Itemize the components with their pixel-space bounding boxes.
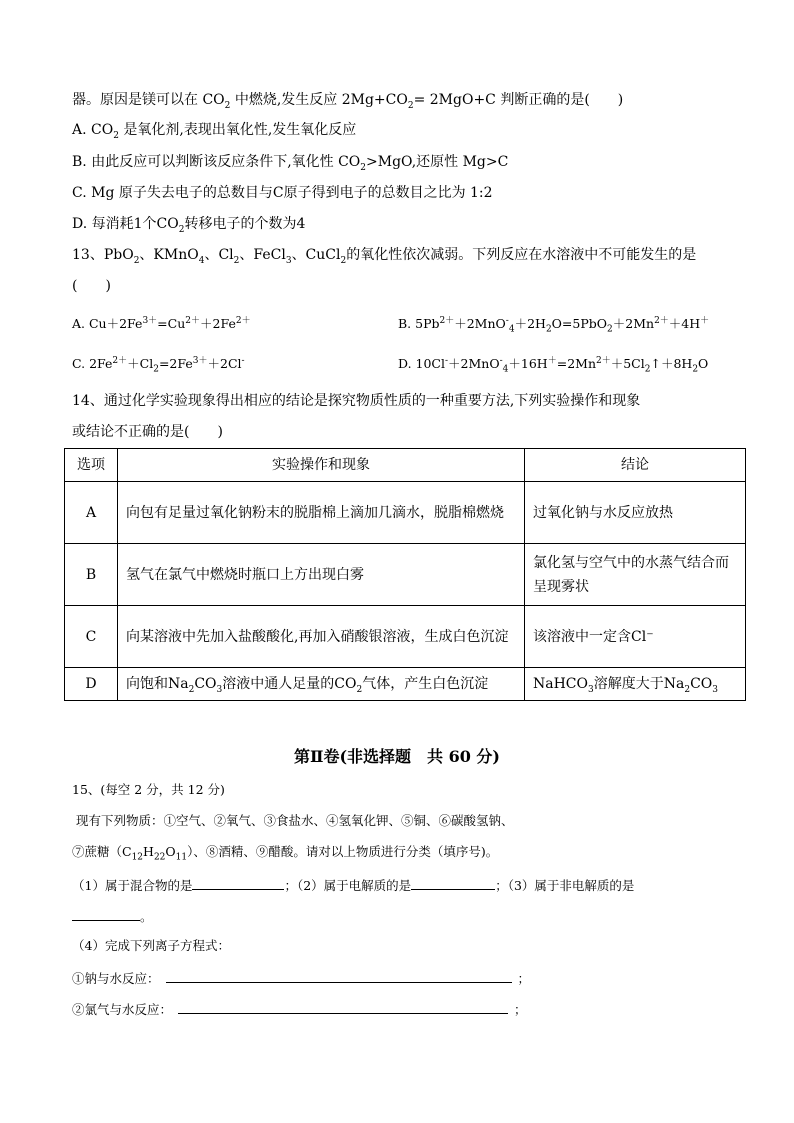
table-header-row bbox=[65, 449, 746, 482]
q13-option-c: C. $2Fe^{2+}+Cl_2=2Fe^{3+}+2Cl^-$ bbox=[72, 355, 245, 375]
answer-blank-eq2[interactable] bbox=[178, 998, 508, 1014]
row-operation: 向某溶液中先加入盐酸酸化,再加入硝酸银溶液，生成白色沉淀 bbox=[118, 606, 525, 668]
q15-blank-nonelectrolyte-line: 。 bbox=[72, 905, 153, 927]
answer-blank-eq1[interactable] bbox=[166, 967, 512, 983]
q15-eq1: ①钠与水反应： ； bbox=[72, 967, 530, 989]
row-operation: 向包有足量过氧化钠粉末的脱脂棉上滴加几滴水，脱脂棉燃烧 bbox=[118, 482, 525, 544]
q12-option-c: C. Mg 原子失去电子的总数目与C原子得到电子的总数目之比为 1:2 bbox=[72, 185, 493, 201]
row-conclusion: NaHCO$_3$溶解度大于$Na_2CO_3$ bbox=[525, 668, 746, 701]
q13-paren: ( ) bbox=[72, 278, 111, 294]
q13-option-d: D. $10Cl^-+2MnO^-_4+16H^+=2Mn^{2+}+5Cl_2↑+8H_2O$ bbox=[398, 355, 709, 375]
row-option: A bbox=[65, 482, 118, 544]
q12-stem: 器。原因是镁可以在 $CO_2$ 中燃烧,发生反应 $2Mg+CO_2= 2MgO+C$ 判断正确的是( ) bbox=[72, 92, 624, 111]
row-conclusion: 氯化氢与空气中的水蒸气结合而呈现雾状 bbox=[525, 544, 746, 606]
q14-stem-line1: 14、通过化学实验现象得出相应的结论是探究物质性质的一种重要方法,下列实验操作和现象 bbox=[72, 393, 641, 409]
q15-line2: ⑦蔗糖$(C_{12}H_{22}O_{11})$、⑧酒精、⑨醋酸。请对以上物质进行分类（填序号)。 bbox=[72, 844, 499, 863]
q14-table bbox=[64, 448, 746, 701]
row-conclusion: 过氧化钠与水反应放热 bbox=[525, 482, 746, 544]
answer-blank-mixture[interactable] bbox=[192, 874, 284, 890]
row-option: C bbox=[65, 606, 118, 668]
q12-option-d: D. 每消耗1个$CO_2$转移电子的个数为4 bbox=[72, 216, 306, 235]
q12-option-a: A. $CO_2$ 是氧化剂,表现出氧化性,发生氧化反应 bbox=[72, 122, 357, 141]
answer-blank-nonelectrolyte[interactable] bbox=[72, 905, 140, 921]
header-operation: 实验操作和现象 bbox=[118, 449, 525, 482]
table-row bbox=[65, 668, 746, 701]
q13-stem: 13、PbO$_2$、KMnO$_4$、$Cl_2$、FeCl$_3$、CuCl$_2$的氧化性依次减弱。下列反应在水溶液中不可能发生的是 bbox=[72, 247, 697, 266]
q14-stem-line2: 或结论不正确的是( ) bbox=[72, 424, 223, 440]
row-operation: 氢气在氯气中燃烧时瓶口上方出现白雾 bbox=[118, 544, 525, 606]
q15-part4: （4）完成下列离子方程式： bbox=[72, 938, 230, 953]
row-conclusion: 该溶液中一定含Cl⁻ bbox=[525, 606, 746, 668]
row-option: B bbox=[65, 544, 118, 606]
table-row bbox=[65, 544, 746, 606]
q13-option-b: B. $5Pb^{2+}+2MnO^-_4+2H_2O=5PbO_2+2Mn^{2+}+4H^+$ bbox=[398, 315, 710, 335]
header-conclusion: 结论 bbox=[525, 449, 746, 482]
answer-blank-electrolyte[interactable] bbox=[411, 874, 495, 890]
q13-option-a: A. $Cu+2Fe^{3+}=Cu^{2+}+2Fe^{2+}$ bbox=[72, 315, 251, 331]
q12-option-b: B. 由此反应可以判断该反应条件下,氧化性 $CO_2>MgO$,还原性 Mg>C bbox=[72, 154, 509, 173]
table-row bbox=[65, 606, 746, 668]
q15-blanks-line: （1）属于混合物的是 ；（2）属于电解质的是 ；（3）属于非电解质的是 bbox=[72, 874, 634, 896]
q15-line1: 现有下列物质：①空气、②氧气、③食盐水、④氢氧化钾、⑤铜、⑥碳酸氢钠、 bbox=[76, 813, 514, 828]
header-option: 选项 bbox=[65, 449, 118, 482]
section-title: 第Ⅱ卷(非选择题 共 60 分) bbox=[293, 747, 501, 766]
q15-eq2: ②氯气与水反应： ； bbox=[72, 998, 527, 1020]
row-option: D bbox=[65, 668, 118, 701]
row-operation: 向饱和$Na_2CO_3$溶液中通人足量的$CO_2$气体，产生白色沉淀 bbox=[118, 668, 525, 701]
q15-head: 15、(每空 2 分，共 12 分) bbox=[72, 782, 225, 797]
table-row bbox=[65, 482, 746, 544]
